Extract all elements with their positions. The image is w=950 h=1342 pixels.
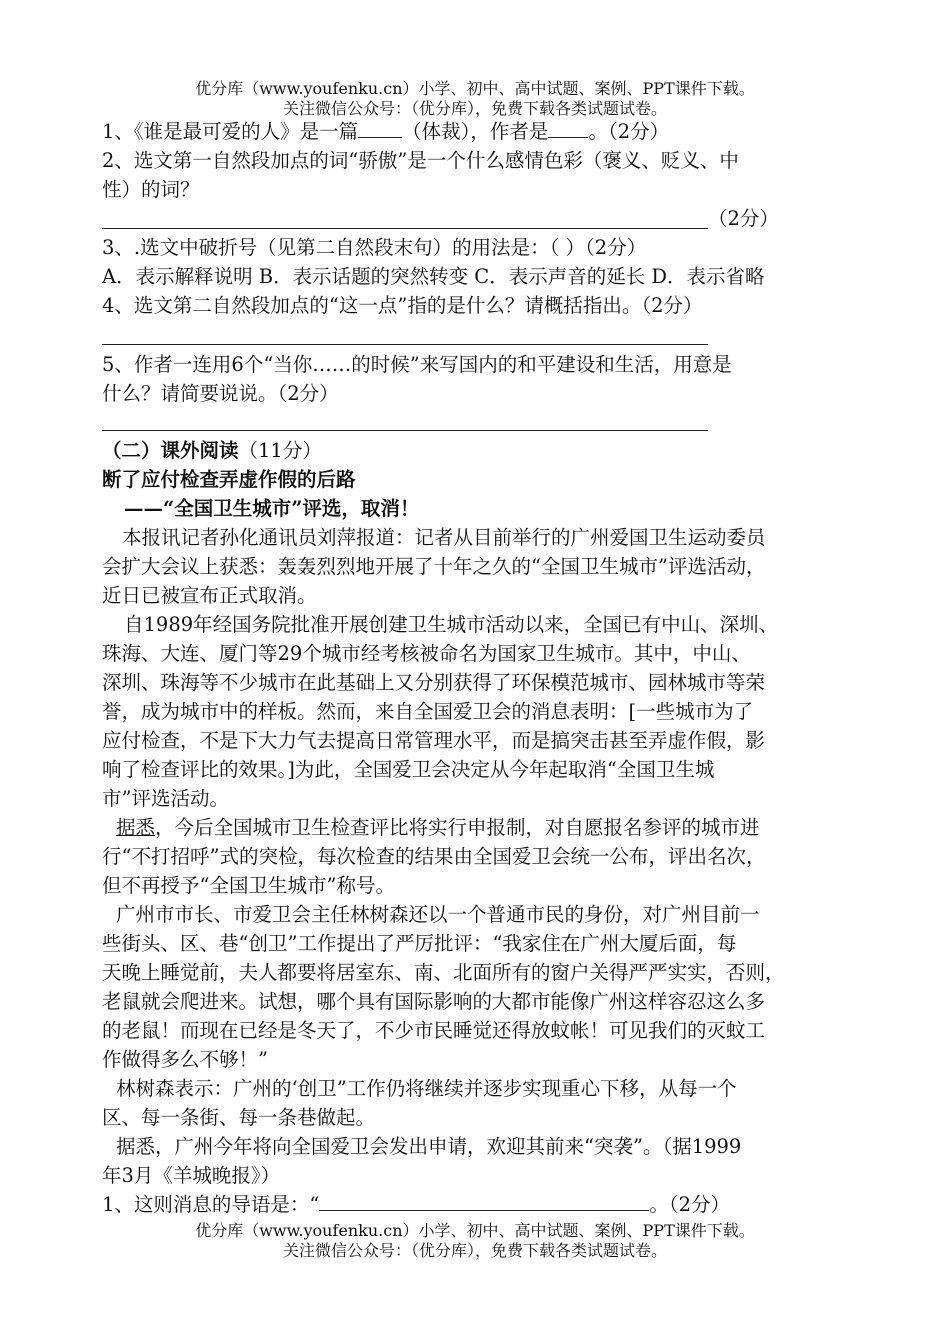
article-line: 区、每一条街、每一条巷做起。: [102, 1106, 376, 1129]
answer-blank: [358, 117, 402, 138]
underlined-word: 据悉: [116, 816, 156, 839]
article-line: 应付检查，不是下大力气去提高日常管理水平，而是搞突击甚至弄虚作假，影: [102, 729, 766, 752]
article-line: 但不再授予“全国卫生城市”称号。: [102, 874, 395, 897]
article-line: 年3月《羊城晚报》）: [102, 1164, 281, 1187]
article-line: 林树森表示：广州的‘创卫”工作仍将继续并逐步实现重心下移，从每一个: [116, 1077, 737, 1100]
question-2-line-2: 性）的词？: [102, 178, 200, 201]
article-line: 老鼠就会爬进来。试想，哪个具有国际影响的大都市能像广州这样容忍这么多: [102, 990, 766, 1013]
answer-blank: [319, 1190, 649, 1211]
article-line: 近日已被宣布正式取消。: [102, 584, 317, 607]
question-2-line-1: 2、选文第一自然段加点的词“骄傲”是一个什么感情色彩（褒义、贬义、中: [102, 149, 739, 172]
article-line: 据悉，今后全国城市卫生检查评比将实行申报制，对自愿报名参评的城市进: [116, 816, 760, 839]
article-line: 广州市市长、市爱卫会主任林树森还以一个普通市民的身份，对广州目前一: [116, 903, 760, 926]
article-line: 会扩大会议上获悉：轰轰烈烈地开展了十年之久的“全国卫生城市”评选活动，: [102, 555, 766, 578]
question-5-line-1: 5、作者一连用6个“当你……的时候”来写国内的和平建设和生活，用意是: [102, 353, 732, 376]
article-line: 响了检查评比的效果。]为此，全国爱卫会决定从今年起取消“全国卫生城: [102, 758, 715, 781]
question-3-options: A．表示解释说明 B．表示话题的突然转变 C．表示声音的延长 D．表示省略: [102, 265, 765, 288]
article-line: 些街头、区、巷“创卫”工作提出了严厉批评：“我家住在广州大厦后面，每: [102, 932, 737, 955]
article-line: 天晚上睡觉前，夫人都要将居室东、南、北面所有的窗户关得严严实实，否则，: [102, 961, 785, 984]
answer-line: [102, 228, 708, 229]
article-line: 深圳、珠海等不少城市在此基础上又分别获得了环保模范城市、园林城市等荣: [102, 671, 766, 694]
article-subtitle: ——“全国卫生城市”评选，取消！: [124, 497, 420, 520]
article-line: 誉，成为城市中的样板。然而，来自全国爱卫会的消息表明：[一些城市为了: [102, 700, 754, 723]
answer-line: [102, 430, 708, 431]
extracurricular-question-1: 1、这则消息的导语是：“ 。（2分）: [102, 1190, 730, 1220]
article-line: 据悉，广州今年将向全国爱卫会发出申请，欢迎其前来“突袭”。（据1999: [116, 1135, 742, 1158]
footer-line-2: 关注微信公众号：（优分库），免费下载各类试题试卷。: [282, 1241, 667, 1260]
header-line-2: 关注微信公众号：（优分库），免费下载各类试题试卷。: [282, 99, 667, 118]
section-title: （二）课外阅读（11分）: [102, 439, 322, 462]
footer-line-1: 优分库（www.youfenku.cn）小学、初中、高中试题、案例、PPT课件下载。: [195, 1221, 755, 1240]
question-4: 4、选文第二自然段加点的“这一点”指的是什么？请概括指出。（2分）: [102, 294, 703, 317]
article-line: 珠海、大连、厦门等29个城市经考核被命名为国家卫生城市。其中，中山、: [102, 642, 751, 665]
article-line: 市”评选活动。: [102, 787, 229, 810]
question-1: 1、《谁是最可爱的人》是一篇 （体裁），作者是 。（2分）: [102, 117, 669, 147]
question-5-line-2: 什么？请简要说说。（2分）: [102, 382, 339, 405]
article-line: 作做得多么不够！”: [102, 1048, 268, 1071]
question-2-score: （2分）: [708, 207, 779, 230]
article-line: 自1989年经国务院批准开展创建卫生城市活动以来，全国已有中山、深圳、: [124, 613, 779, 636]
answer-blank: [548, 117, 588, 138]
article-title: 断了应付检查弄虚作假的后路: [102, 468, 356, 491]
answer-line: [102, 344, 708, 345]
header-line-1: 优分库（www.youfenku.cn）小学、初中、高中试题、案例、PPT课件下载。: [195, 79, 755, 98]
article-line: 行“不打招呼”式的突检，每次检查的结果由全国爱卫会统一公布，评出名次，: [102, 845, 766, 868]
question-3: 3、.选文中破折号（见第二自然段末句）的用法是：（ ）（2分）: [102, 236, 647, 259]
article-line: 本报讯记者孙化通讯员刘萍报道：记者从目前举行的广州爱国卫生运动委员: [122, 526, 766, 549]
article-line: 的老鼠！而现在已经是冬天了，不少市民睡觉还得放蚊帐！可见我们的灭蚊工: [102, 1019, 766, 1042]
